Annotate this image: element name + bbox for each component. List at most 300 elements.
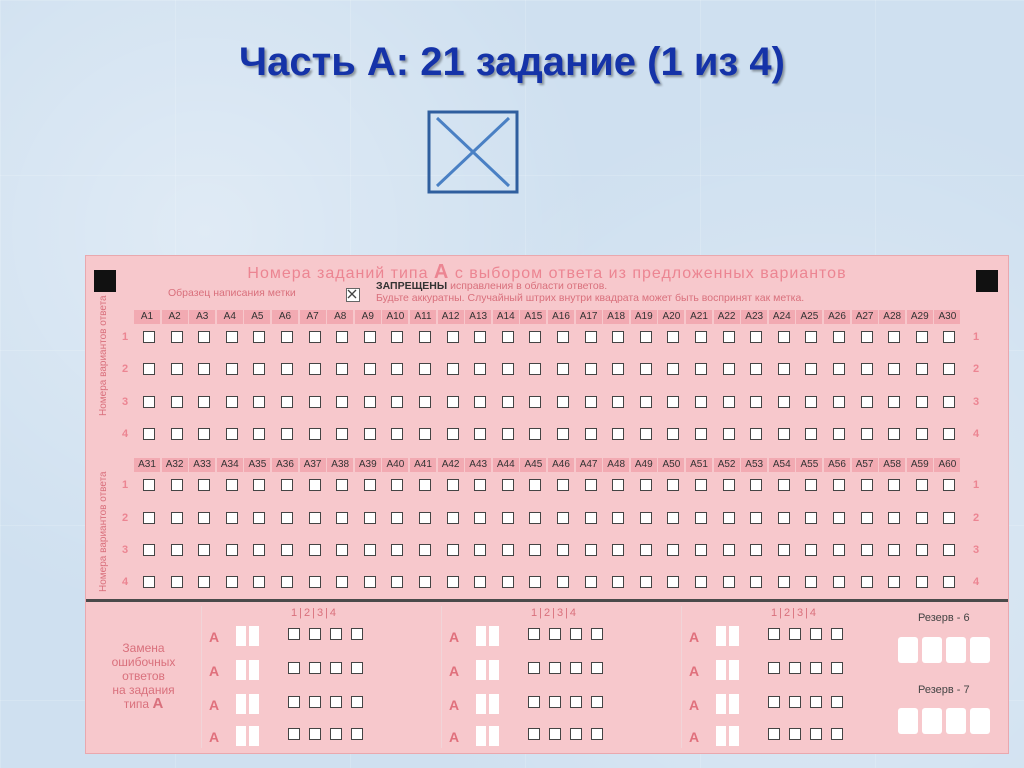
answer-checkbox[interactable] — [861, 512, 873, 524]
answer-checkbox[interactable] — [695, 363, 707, 375]
answer-checkbox[interactable] — [336, 363, 348, 375]
answer-checkbox[interactable] — [916, 512, 928, 524]
answer-checkbox[interactable] — [529, 331, 541, 343]
answer-checkbox[interactable] — [171, 479, 183, 491]
answer-checkbox[interactable] — [253, 544, 265, 556]
answer-checkbox[interactable] — [861, 363, 873, 375]
replacement-checkbox[interactable] — [831, 696, 843, 708]
answer-checkbox[interactable] — [143, 479, 155, 491]
answer-checkbox[interactable] — [502, 428, 514, 440]
answer-checkbox[interactable] — [364, 396, 376, 408]
answer-checkbox[interactable] — [612, 576, 624, 588]
answer-checkbox[interactable] — [309, 544, 321, 556]
answer-checkbox[interactable] — [171, 544, 183, 556]
answer-checkbox[interactable] — [861, 576, 873, 588]
task-number-field[interactable] — [476, 726, 486, 746]
answer-checkbox[interactable] — [336, 331, 348, 343]
answer-checkbox[interactable] — [833, 428, 845, 440]
answer-checkbox[interactable] — [585, 396, 597, 408]
replacement-checkbox[interactable] — [591, 662, 603, 674]
answer-checkbox[interactable] — [364, 331, 376, 343]
rezerv-6-box-2[interactable] — [922, 637, 942, 663]
replacement-checkbox[interactable] — [351, 662, 363, 674]
answer-checkbox[interactable] — [723, 396, 735, 408]
answer-checkbox[interactable] — [336, 396, 348, 408]
task-number-field[interactable] — [476, 626, 486, 646]
answer-checkbox[interactable] — [557, 512, 569, 524]
answer-checkbox[interactable] — [529, 479, 541, 491]
answer-checkbox[interactable] — [143, 331, 155, 343]
answer-checkbox[interactable] — [612, 544, 624, 556]
answer-checkbox[interactable] — [364, 576, 376, 588]
answer-checkbox[interactable] — [226, 428, 238, 440]
answer-checkbox[interactable] — [612, 396, 624, 408]
replacement-checkbox[interactable] — [528, 696, 540, 708]
task-number-field[interactable] — [489, 726, 499, 746]
replacement-checkbox[interactable] — [570, 628, 582, 640]
answer-checkbox[interactable] — [943, 576, 955, 588]
answer-checkbox[interactable] — [805, 544, 817, 556]
replacement-checkbox[interactable] — [789, 696, 801, 708]
answer-checkbox[interactable] — [281, 544, 293, 556]
task-number-field[interactable] — [489, 660, 499, 680]
answer-checkbox[interactable] — [336, 544, 348, 556]
answer-checkbox[interactable] — [281, 428, 293, 440]
answer-checkbox[interactable] — [309, 331, 321, 343]
replacement-checkbox[interactable] — [810, 696, 822, 708]
task-number-field[interactable] — [716, 660, 726, 680]
answer-checkbox[interactable] — [888, 512, 900, 524]
answer-checkbox[interactable] — [916, 363, 928, 375]
replacement-checkbox[interactable] — [810, 728, 822, 740]
answer-checkbox[interactable] — [171, 331, 183, 343]
answer-checkbox[interactable] — [943, 512, 955, 524]
answer-checkbox[interactable] — [253, 576, 265, 588]
answer-checkbox[interactable] — [419, 479, 431, 491]
answer-checkbox[interactable] — [833, 512, 845, 524]
task-number-field[interactable] — [236, 660, 246, 680]
replacement-checkbox[interactable] — [768, 628, 780, 640]
answer-checkbox[interactable] — [805, 363, 817, 375]
answer-checkbox[interactable] — [309, 576, 321, 588]
answer-checkbox[interactable] — [888, 331, 900, 343]
answer-checkbox[interactable] — [419, 363, 431, 375]
answer-checkbox[interactable] — [226, 576, 238, 588]
answer-checkbox[interactable] — [695, 479, 707, 491]
answer-checkbox[interactable] — [640, 363, 652, 375]
replacement-checkbox[interactable] — [831, 628, 843, 640]
task-number-field[interactable] — [489, 626, 499, 646]
answer-checkbox[interactable] — [695, 428, 707, 440]
answer-checkbox[interactable] — [474, 428, 486, 440]
answer-checkbox[interactable] — [750, 544, 762, 556]
answer-checkbox[interactable] — [143, 428, 155, 440]
replacement-checkbox[interactable] — [528, 662, 540, 674]
replacement-checkbox[interactable] — [351, 628, 363, 640]
replacement-checkbox[interactable] — [831, 662, 843, 674]
answer-checkbox[interactable] — [833, 479, 845, 491]
answer-checkbox[interactable] — [198, 479, 210, 491]
replacement-checkbox[interactable] — [831, 728, 843, 740]
answer-checkbox[interactable] — [695, 396, 707, 408]
answer-checkbox[interactable] — [419, 396, 431, 408]
answer-checkbox[interactable] — [916, 331, 928, 343]
answer-checkbox[interactable] — [529, 428, 541, 440]
answer-checkbox[interactable] — [667, 428, 679, 440]
replacement-checkbox[interactable] — [549, 728, 561, 740]
answer-checkbox[interactable] — [805, 331, 817, 343]
answer-checkbox[interactable] — [253, 363, 265, 375]
answer-checkbox[interactable] — [336, 512, 348, 524]
answer-checkbox[interactable] — [391, 576, 403, 588]
answer-checkbox[interactable] — [557, 363, 569, 375]
replacement-checkbox[interactable] — [351, 696, 363, 708]
answer-checkbox[interactable] — [585, 576, 597, 588]
answer-checkbox[interactable] — [529, 363, 541, 375]
answer-checkbox[interactable] — [474, 479, 486, 491]
answer-checkbox[interactable] — [309, 363, 321, 375]
answer-checkbox[interactable] — [143, 396, 155, 408]
replacement-checkbox[interactable] — [549, 696, 561, 708]
answer-checkbox[interactable] — [943, 428, 955, 440]
answer-checkbox[interactable] — [171, 428, 183, 440]
answer-checkbox[interactable] — [805, 576, 817, 588]
answer-checkbox[interactable] — [253, 479, 265, 491]
answer-checkbox[interactable] — [667, 576, 679, 588]
answer-checkbox[interactable] — [585, 544, 597, 556]
task-number-field[interactable] — [476, 660, 486, 680]
task-number-field[interactable] — [716, 694, 726, 714]
answer-checkbox[interactable] — [778, 428, 790, 440]
task-number-field[interactable] — [249, 626, 259, 646]
replacement-checkbox[interactable] — [768, 662, 780, 674]
answer-checkbox[interactable] — [198, 396, 210, 408]
answer-checkbox[interactable] — [391, 396, 403, 408]
answer-checkbox[interactable] — [391, 331, 403, 343]
answer-checkbox[interactable] — [778, 479, 790, 491]
replacement-checkbox[interactable] — [768, 696, 780, 708]
answer-checkbox[interactable] — [640, 512, 652, 524]
answer-checkbox[interactable] — [888, 428, 900, 440]
answer-checkbox[interactable] — [309, 479, 321, 491]
replacement-checkbox[interactable] — [330, 728, 342, 740]
answer-checkbox[interactable] — [198, 331, 210, 343]
answer-checkbox[interactable] — [640, 428, 652, 440]
answer-checkbox[interactable] — [281, 363, 293, 375]
answer-checkbox[interactable] — [336, 576, 348, 588]
answer-checkbox[interactable] — [888, 363, 900, 375]
answer-checkbox[interactable] — [557, 479, 569, 491]
answer-checkbox[interactable] — [281, 396, 293, 408]
answer-checkbox[interactable] — [198, 512, 210, 524]
answer-checkbox[interactable] — [943, 544, 955, 556]
answer-checkbox[interactable] — [502, 363, 514, 375]
answer-checkbox[interactable] — [447, 363, 459, 375]
answer-checkbox[interactable] — [557, 544, 569, 556]
answer-checkbox[interactable] — [364, 428, 376, 440]
answer-checkbox[interactable] — [253, 396, 265, 408]
answer-checkbox[interactable] — [888, 576, 900, 588]
answer-checkbox[interactable] — [143, 512, 155, 524]
answer-checkbox[interactable] — [723, 479, 735, 491]
answer-checkbox[interactable] — [723, 512, 735, 524]
answer-checkbox[interactable] — [943, 396, 955, 408]
answer-checkbox[interactable] — [391, 363, 403, 375]
task-number-field[interactable] — [729, 626, 739, 646]
rezerv-7-box-4[interactable] — [970, 708, 990, 734]
answer-checkbox[interactable] — [419, 331, 431, 343]
answer-checkbox[interactable] — [861, 544, 873, 556]
answer-checkbox[interactable] — [723, 576, 735, 588]
answer-checkbox[interactable] — [226, 544, 238, 556]
answer-checkbox[interactable] — [750, 396, 762, 408]
answer-checkbox[interactable] — [364, 544, 376, 556]
answer-checkbox[interactable] — [391, 512, 403, 524]
answer-checkbox[interactable] — [226, 363, 238, 375]
answer-checkbox[interactable] — [226, 512, 238, 524]
task-number-field[interactable] — [716, 726, 726, 746]
answer-checkbox[interactable] — [585, 512, 597, 524]
replacement-checkbox[interactable] — [309, 628, 321, 640]
answer-checkbox[interactable] — [805, 428, 817, 440]
answer-checkbox[interactable] — [447, 544, 459, 556]
answer-checkbox[interactable] — [695, 512, 707, 524]
answer-checkbox[interactable] — [447, 479, 459, 491]
answer-checkbox[interactable] — [309, 428, 321, 440]
answer-checkbox[interactable] — [585, 363, 597, 375]
answer-checkbox[interactable] — [695, 576, 707, 588]
answer-checkbox[interactable] — [667, 331, 679, 343]
replacement-checkbox[interactable] — [309, 696, 321, 708]
replacement-checkbox[interactable] — [591, 728, 603, 740]
answer-checkbox[interactable] — [474, 363, 486, 375]
answer-checkbox[interactable] — [447, 576, 459, 588]
answer-checkbox[interactable] — [171, 576, 183, 588]
replacement-checkbox[interactable] — [810, 662, 822, 674]
rezerv-6-box-4[interactable] — [970, 637, 990, 663]
replacement-checkbox[interactable] — [528, 728, 540, 740]
answer-checkbox[interactable] — [474, 576, 486, 588]
answer-checkbox[interactable] — [502, 479, 514, 491]
answer-checkbox[interactable] — [695, 331, 707, 343]
replacement-checkbox[interactable] — [570, 728, 582, 740]
answer-checkbox[interactable] — [529, 544, 541, 556]
replacement-checkbox[interactable] — [789, 662, 801, 674]
answer-checkbox[interactable] — [861, 428, 873, 440]
answer-checkbox[interactable] — [667, 544, 679, 556]
answer-checkbox[interactable] — [419, 576, 431, 588]
task-number-field[interactable] — [476, 694, 486, 714]
answer-checkbox[interactable] — [585, 479, 597, 491]
answer-checkbox[interactable] — [364, 512, 376, 524]
answer-checkbox[interactable] — [750, 363, 762, 375]
answer-checkbox[interactable] — [750, 331, 762, 343]
replacement-checkbox[interactable] — [288, 728, 300, 740]
answer-checkbox[interactable] — [943, 331, 955, 343]
answer-checkbox[interactable] — [253, 512, 265, 524]
answer-checkbox[interactable] — [695, 544, 707, 556]
answer-checkbox[interactable] — [419, 544, 431, 556]
answer-checkbox[interactable] — [723, 363, 735, 375]
answer-checkbox[interactable] — [888, 479, 900, 491]
answer-checkbox[interactable] — [226, 331, 238, 343]
answer-checkbox[interactable] — [557, 331, 569, 343]
answer-checkbox[interactable] — [640, 331, 652, 343]
answer-checkbox[interactable] — [585, 331, 597, 343]
task-number-field[interactable] — [489, 694, 499, 714]
replacement-checkbox[interactable] — [570, 696, 582, 708]
answer-checkbox[interactable] — [750, 512, 762, 524]
answer-checkbox[interactable] — [419, 428, 431, 440]
answer-checkbox[interactable] — [888, 396, 900, 408]
replacement-checkbox[interactable] — [330, 696, 342, 708]
answer-checkbox[interactable] — [805, 479, 817, 491]
replacement-checkbox[interactable] — [288, 662, 300, 674]
answer-checkbox[interactable] — [502, 331, 514, 343]
answer-checkbox[interactable] — [419, 512, 431, 524]
answer-checkbox[interactable] — [640, 396, 652, 408]
answer-checkbox[interactable] — [612, 363, 624, 375]
answer-checkbox[interactable] — [778, 331, 790, 343]
answer-checkbox[interactable] — [364, 479, 376, 491]
answer-checkbox[interactable] — [391, 428, 403, 440]
answer-checkbox[interactable] — [474, 544, 486, 556]
answer-checkbox[interactable] — [529, 396, 541, 408]
answer-checkbox[interactable] — [447, 428, 459, 440]
task-number-field[interactable] — [249, 660, 259, 680]
answer-checkbox[interactable] — [612, 479, 624, 491]
answer-checkbox[interactable] — [253, 331, 265, 343]
answer-checkbox[interactable] — [281, 331, 293, 343]
replacement-checkbox[interactable] — [330, 662, 342, 674]
rezerv-7-box-3[interactable] — [946, 708, 966, 734]
answer-checkbox[interactable] — [667, 363, 679, 375]
answer-checkbox[interactable] — [364, 363, 376, 375]
task-number-field[interactable] — [729, 726, 739, 746]
answer-checkbox[interactable] — [529, 512, 541, 524]
answer-checkbox[interactable] — [667, 512, 679, 524]
task-number-field[interactable] — [716, 626, 726, 646]
answer-checkbox[interactable] — [557, 428, 569, 440]
answer-checkbox[interactable] — [336, 428, 348, 440]
answer-checkbox[interactable] — [612, 512, 624, 524]
answer-checkbox[interactable] — [778, 512, 790, 524]
answer-checkbox[interactable] — [171, 512, 183, 524]
replacement-checkbox[interactable] — [330, 628, 342, 640]
answer-checkbox[interactable] — [198, 576, 210, 588]
answer-checkbox[interactable] — [833, 363, 845, 375]
answer-checkbox[interactable] — [391, 479, 403, 491]
answer-checkbox[interactable] — [474, 331, 486, 343]
replacement-checkbox[interactable] — [570, 662, 582, 674]
answer-checkbox[interactable] — [253, 428, 265, 440]
answer-checkbox[interactable] — [805, 512, 817, 524]
answer-checkbox[interactable] — [309, 396, 321, 408]
replacement-checkbox[interactable] — [528, 628, 540, 640]
answer-checkbox[interactable] — [612, 331, 624, 343]
answer-checkbox[interactable] — [916, 396, 928, 408]
answer-checkbox[interactable] — [447, 512, 459, 524]
replacement-checkbox[interactable] — [351, 728, 363, 740]
answer-checkbox[interactable] — [778, 363, 790, 375]
replacement-checkbox[interactable] — [789, 728, 801, 740]
answer-checkbox[interactable] — [281, 479, 293, 491]
answer-checkbox[interactable] — [943, 363, 955, 375]
answer-checkbox[interactable] — [778, 576, 790, 588]
task-number-field[interactable] — [729, 660, 739, 680]
answer-checkbox[interactable] — [861, 331, 873, 343]
answer-checkbox[interactable] — [861, 396, 873, 408]
answer-checkbox[interactable] — [833, 576, 845, 588]
answer-checkbox[interactable] — [640, 544, 652, 556]
replacement-checkbox[interactable] — [288, 628, 300, 640]
answer-checkbox[interactable] — [226, 479, 238, 491]
answer-checkbox[interactable] — [612, 428, 624, 440]
answer-checkbox[interactable] — [198, 363, 210, 375]
replacement-checkbox[interactable] — [549, 628, 561, 640]
replacement-checkbox[interactable] — [768, 728, 780, 740]
task-number-field[interactable] — [236, 726, 246, 746]
answer-checkbox[interactable] — [640, 479, 652, 491]
answer-checkbox[interactable] — [336, 479, 348, 491]
replacement-checkbox[interactable] — [309, 728, 321, 740]
replacement-checkbox[interactable] — [591, 696, 603, 708]
answer-checkbox[interactable] — [916, 576, 928, 588]
replacement-checkbox[interactable] — [810, 628, 822, 640]
answer-checkbox[interactable] — [502, 396, 514, 408]
answer-checkbox[interactable] — [502, 576, 514, 588]
answer-checkbox[interactable] — [640, 576, 652, 588]
answer-checkbox[interactable] — [805, 396, 817, 408]
answer-checkbox[interactable] — [502, 544, 514, 556]
answer-checkbox[interactable] — [143, 576, 155, 588]
answer-checkbox[interactable] — [143, 363, 155, 375]
replacement-checkbox[interactable] — [591, 628, 603, 640]
answer-checkbox[interactable] — [833, 396, 845, 408]
task-number-field[interactable] — [729, 694, 739, 714]
answer-checkbox[interactable] — [667, 396, 679, 408]
answer-checkbox[interactable] — [198, 428, 210, 440]
answer-checkbox[interactable] — [723, 428, 735, 440]
task-number-field[interactable] — [249, 726, 259, 746]
answer-checkbox[interactable] — [723, 544, 735, 556]
task-number-field[interactable] — [236, 626, 246, 646]
answer-checkbox[interactable] — [309, 512, 321, 524]
answer-checkbox[interactable] — [391, 544, 403, 556]
answer-checkbox[interactable] — [502, 512, 514, 524]
replacement-checkbox[interactable] — [309, 662, 321, 674]
answer-checkbox[interactable] — [833, 331, 845, 343]
answer-checkbox[interactable] — [916, 544, 928, 556]
rezerv-6-box-3[interactable] — [946, 637, 966, 663]
answer-checkbox[interactable] — [585, 428, 597, 440]
replacement-checkbox[interactable] — [288, 696, 300, 708]
answer-checkbox[interactable] — [778, 544, 790, 556]
answer-checkbox[interactable] — [226, 396, 238, 408]
answer-checkbox[interactable] — [474, 396, 486, 408]
replacement-checkbox[interactable] — [789, 628, 801, 640]
answer-checkbox[interactable] — [916, 479, 928, 491]
answer-checkbox[interactable] — [281, 512, 293, 524]
answer-checkbox[interactable] — [888, 544, 900, 556]
answer-checkbox[interactable] — [750, 428, 762, 440]
answer-checkbox[interactable] — [557, 396, 569, 408]
answer-checkbox[interactable] — [723, 331, 735, 343]
task-number-field[interactable] — [249, 694, 259, 714]
rezerv-7-box-2[interactable] — [922, 708, 942, 734]
answer-checkbox[interactable] — [861, 479, 873, 491]
answer-checkbox[interactable] — [171, 396, 183, 408]
